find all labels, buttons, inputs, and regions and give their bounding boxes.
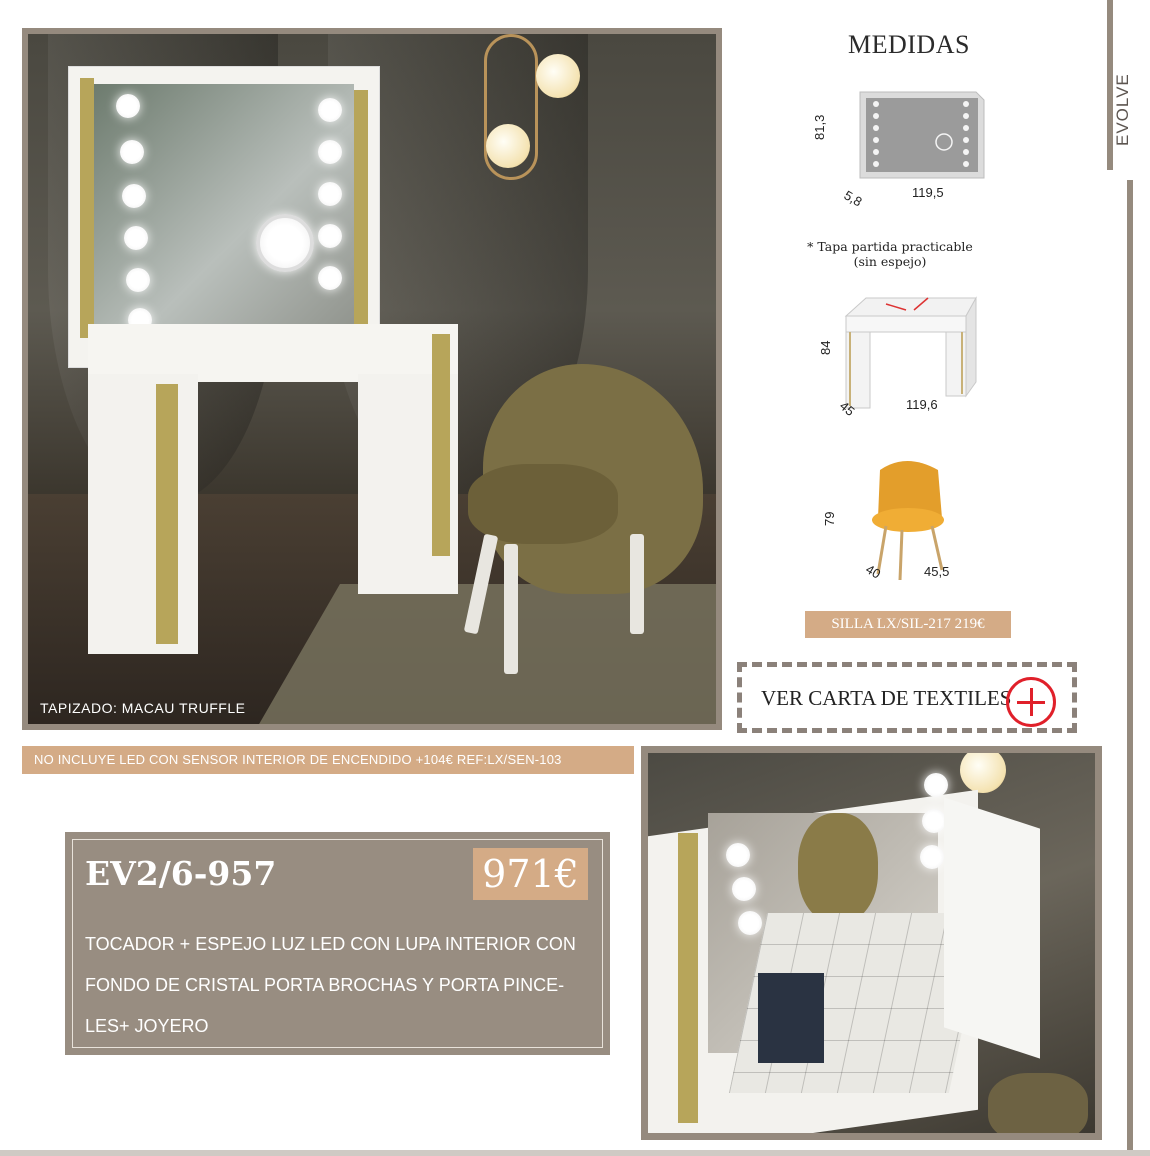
chair-height-label: 79 [822,511,837,526]
chair-depth-label: 40 [863,561,884,582]
chair-price-label: SILLA LX/SIL-217 219€ [805,611,1011,638]
led-bulb [318,140,342,164]
desk-height-label: 84 [818,340,833,355]
product-info-box [65,832,610,1055]
led-bulb [920,845,944,869]
led-bulb [318,266,342,290]
medidas-title: MEDIDAS [848,30,970,59]
led-bulb [116,94,140,118]
textile-chart-button[interactable] [737,662,1077,733]
plus-circle-icon[interactable] [1006,677,1056,727]
mirror-width-label: 119,5 [912,185,944,200]
led-bulb [124,226,148,250]
desk-leg-left [88,374,198,654]
page-bottom-rule [0,1150,1150,1156]
product-code: EV2/6-957 [85,854,277,893]
product-description: TOCADOR + ESPEJO LUZ LED CON LUPA INTERIOR CON FONDO DE CRISTAL PORTA BROCHAS Y PORTA PINCE-LES+ JOYERO [85,934,576,1036]
open-lid [944,797,1040,1058]
desk-depth-label: 45 [836,398,858,419]
led-bulb [732,877,756,901]
series-name: EVOLVE [1113,73,1132,146]
led-bulb [738,911,762,935]
textile-chart-label: VER CARTA DE TEXTILES [761,686,1012,710]
jewelry-box [758,973,824,1063]
chair-reflection [798,813,878,923]
main-product-photo [22,28,722,730]
led-bulb [122,184,146,208]
gold-strip-right [354,90,368,340]
gold-strip-leg [432,334,450,556]
led-bulb [922,809,946,833]
chair-corner [988,1073,1088,1133]
led-bulb [318,98,342,122]
chair-leg [504,544,518,674]
lamp-globe [960,753,1006,793]
gold-strip-leg [156,384,178,644]
gold-strip [678,833,698,1123]
lid-note-line2: (sin espejo) [853,254,927,269]
secondary-product-photo [641,746,1102,1140]
chair-width-label: 45,5 [924,564,950,579]
led-bulb [924,773,948,797]
evolve-divider-bottom [1127,180,1133,1156]
led-bulb [318,182,342,206]
lid-note [790,239,990,269]
led-bulb [120,140,144,164]
lamp-globe [486,124,530,168]
led-bulb [126,268,150,292]
lid-note-line1: * Tapa partida practicable [807,239,973,254]
price-badge: 971€ [473,848,588,900]
upholstered-chair-seat [468,464,618,544]
mirror-height-label: 81,3 [812,114,827,140]
magnifier-mirror [256,214,314,272]
mirror-depth-label: 5,8 [841,187,865,210]
led-sensor-note: NO INCLUYE LED CON SENSOR INTERIOR DE ENCENDIDO +104€ REF:LX/SEN-103 [22,746,634,774]
led-bulb [318,224,342,248]
gold-strip-left [80,78,94,338]
desk-width-label: 119,6 [906,397,938,412]
upholstery-caption: TAPIZADO: MACAU TRUFFLE [40,700,246,716]
chair-leg [630,534,644,634]
lamp-globe [536,54,580,98]
led-bulb [726,843,750,867]
